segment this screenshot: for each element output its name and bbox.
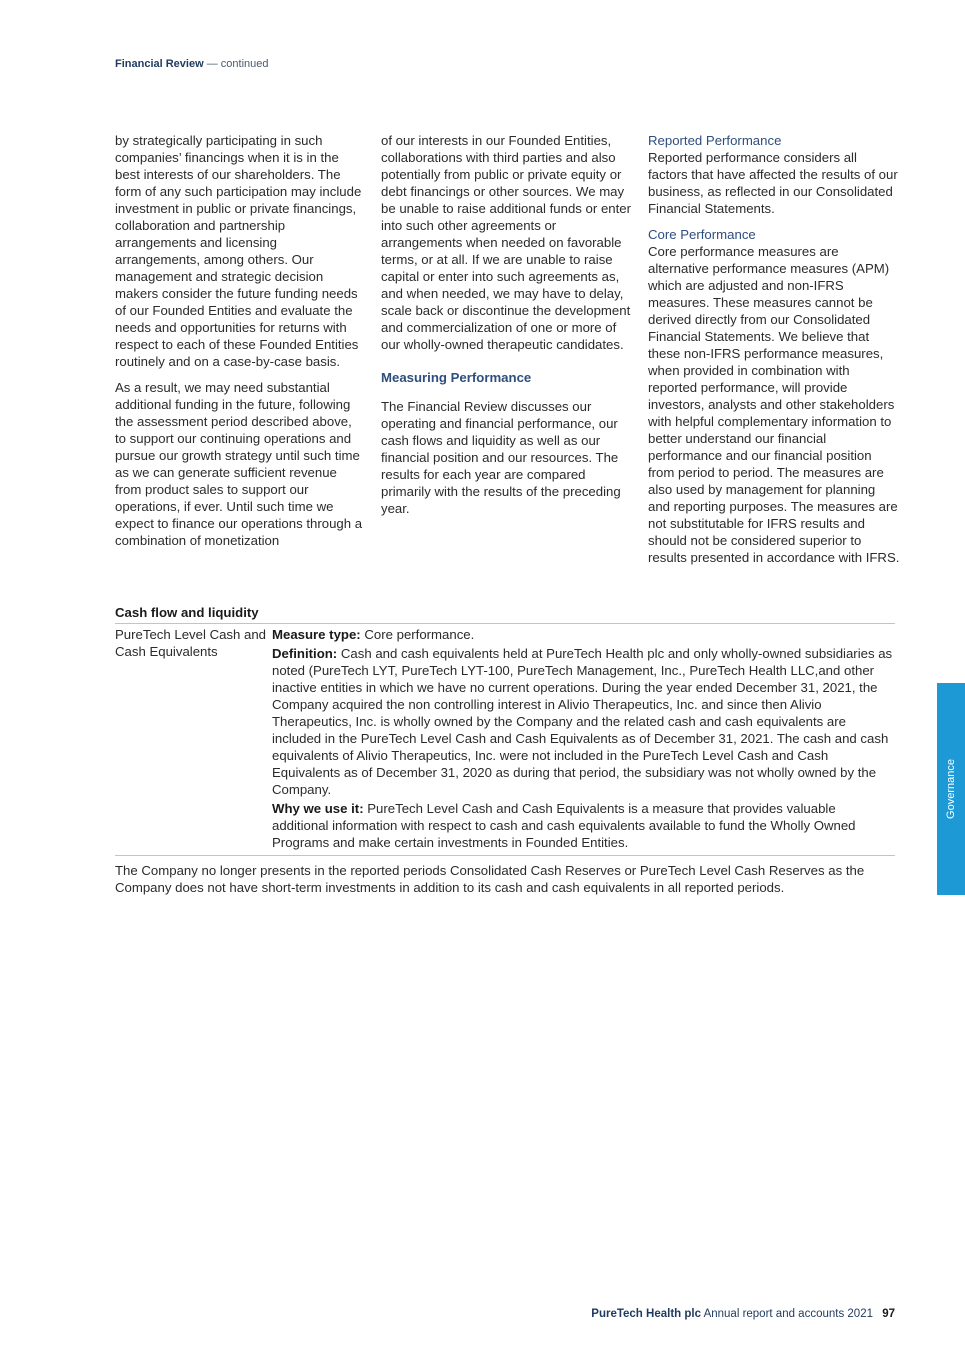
core-performance-heading: Core Performance: [648, 227, 756, 242]
paragraph: by strategically participating in such companies’ financings when it is in the best interests of our shareholders. The form of any such participation may include investment in public or private financings, collaboration and partnership arrangements and licensing arrangements, among others. Our management and strategic decision makers consider the future funding needs of our Founded Entities and evaluate the needs and opportunities for returns with respect to each of these Founded Entities routinely and on a case-by-case basis.: [115, 133, 362, 369]
measuring-performance-heading: Measuring Performance: [381, 370, 532, 385]
measure-type: [272, 626, 895, 643]
measure-type-label: Measure type:: [272, 627, 361, 642]
table-title: Cash flow and liquidity: [115, 604, 895, 624]
cash-flow-table: [115, 604, 895, 896]
paragraph: of our interests in our Founded Entities, collaborations with third parties and also potentially from public or private equity or debt financings or other sources. We may be unable to raise additional funds or enter into such other agreements or arrangements when needed on favorable terms, or at all. If we are unable to raise capital or enter into such agreements as, and when needed, we may have to delay, scale back or discontinue the development and commercialization of one or more of our wholly-owned therapeutic candidates.: [381, 133, 632, 352]
governance-tab-label: Governance: [945, 759, 957, 819]
page-number: 97: [882, 1308, 895, 1320]
table-note: The Company no longer presents in the reported periods Consolidated Cash Reserves or PureTech Level Cash Reserves as the Company does not have short-term investments in addition to its cash and cash equivalents in all reported periods.: [115, 863, 865, 895]
paragraph: The Financial Review discusses our operating and financial performance, our cash flows and liquidity as well as our financial position and our resources. The results for each year are compared primarily with the results of the preceding year.: [381, 399, 621, 516]
page-footer: [591, 1308, 895, 1320]
row-body: [272, 626, 895, 853]
why-label: Why we use it:: [272, 801, 364, 816]
definition: [272, 645, 895, 798]
text-column-3: [648, 132, 900, 575]
footer-company: PureTech Health plc: [591, 1308, 701, 1320]
paragraph: Core performance measures are alternative performance measures (APM) which are adjusted and non-IFRS measures. These measures cannot be derived directly from our Consolidated Financial Statements. We believe that these non-IFRS performance measures, when provided in combination with reported performance, will provide investors, analysts and other stakeholders with helpful complementary information to better understand our financial performance and our financial position from period to period. The measures are also used by management for planning and reporting purposes. The measures are not substitutable for IFRS results and should not be considered superior to results presented in accordance with IFRS.: [648, 244, 900, 565]
running-header: [115, 58, 268, 70]
definition-label: Definition:: [272, 646, 338, 661]
footer-report: Annual report and accounts 2021: [703, 1308, 873, 1320]
header-section: Financial Review: [115, 58, 204, 70]
row-label: PureTech Level Cash and Cash Equivalents: [115, 627, 267, 659]
table-row: [115, 624, 895, 856]
definition-value: Cash and cash equivalents held at PureTech Health plc and only wholly-owned subsidiaries as noted (PureTech LYT, PureTech LYT-100, PureTech Management, Inc., PureTech Health LLC,and other inactive entities in which we have no current operations. During the year ended December 31, 2021, the Company acquired the non controlling interest in Alivio Therapeutics, Inc. and since then Alivio Therapeutics, Inc. is wholly owned by the Company and the related cash and cash equivalents are included in the PureTech Level Cash and Cash Equivalents as of December 31, 2021. The cash and cash equivalents of Alivio Therapeutics, Inc. were not included in the PureTech Level Cash and Cash Equivalents as of December 31, 2020 as during that period, the subsidiary was not wholly owned by the Company.: [272, 646, 893, 797]
paragraph: Reported performance considers all factors that have affected the results of our business, as reflected in our Consolidated Financial Statements.: [648, 150, 898, 216]
text-column-2: [381, 132, 633, 526]
why-value: PureTech Level Cash and Cash Equivalents is a measure that provides valuable additional information with respect to cash and cash equivalents available to fund the Wholly Owned Programs and make certain investments in Founded Entities.: [272, 801, 856, 850]
text-column-1: [115, 132, 365, 558]
paragraph: As a result, we may need substantial additional funding in the future, following the assessment period described above, to support our continuing operations and pursue our growth strategy until such time as we can generate sufficient revenue from product sales to support our operations, if ever. Until such time we expect to finance our operations through a combination of monetization: [115, 380, 363, 548]
header-suffix: — continued: [206, 58, 269, 70]
reported-performance-heading: Reported Performance: [648, 133, 782, 148]
why-we-use-it: [272, 800, 895, 851]
measure-type-value: Core performance.: [364, 627, 475, 642]
governance-tab[interactable]: [937, 683, 965, 895]
